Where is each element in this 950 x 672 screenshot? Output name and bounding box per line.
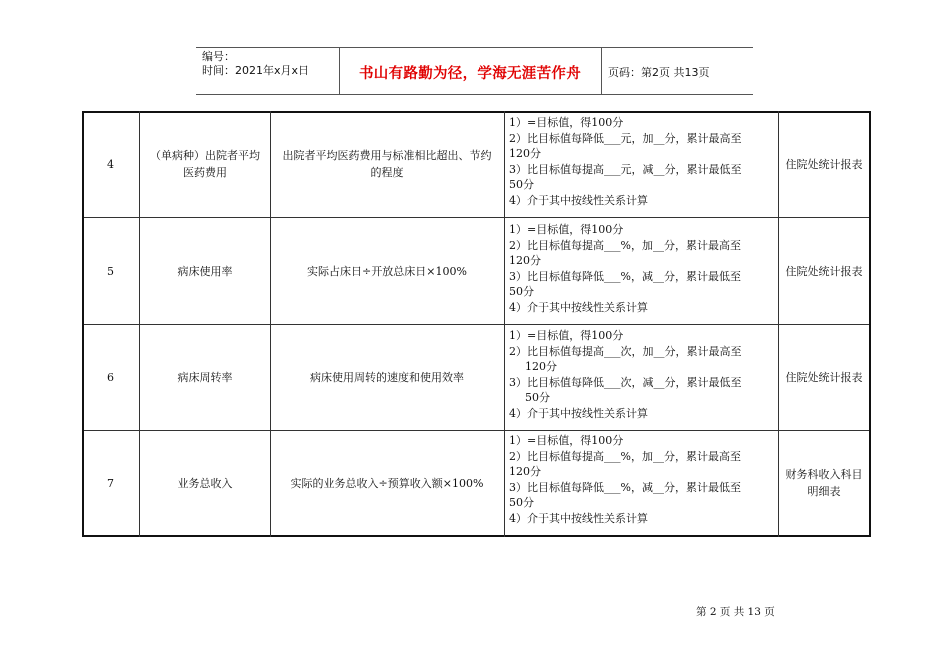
- rule-line: 4）介于其中按线性关系计算: [509, 511, 648, 525]
- row-number: 4: [107, 157, 114, 171]
- row-number: 7: [107, 476, 114, 490]
- indicator-name: 业务总收入: [177, 476, 233, 490]
- page-header: [196, 47, 753, 95]
- time-label: 时间：2021年x月x日: [202, 64, 310, 77]
- indicator-table: [82, 111, 871, 537]
- rule-line: 4）介于其中按线性关系计算: [509, 406, 648, 420]
- rule-line: 4）介于其中按线性关系计算: [509, 193, 648, 207]
- header-page-label: 页码：第2页 共13页: [608, 66, 710, 79]
- indicator-definition: 实际的业务总收入÷预算收入额×100%: [290, 476, 484, 490]
- header-top-rule: [196, 47, 753, 48]
- rule-line: 1）=目标值，得100分: [509, 434, 624, 447]
- table-rule: [139, 111, 140, 537]
- number-label: 编号：: [202, 50, 235, 63]
- rule-line: 120分: [509, 254, 541, 267]
- header-divider: [601, 47, 602, 95]
- rule-line: 1）=目标值，得100分: [509, 116, 624, 129]
- table-rule: [504, 111, 505, 537]
- data-source: 住院处统计报表: [785, 264, 863, 278]
- indicator-name: 病床周转率: [177, 371, 233, 384]
- page-footer: 第 2 页 共 13 页: [696, 606, 775, 618]
- rule-line: 120分: [509, 147, 541, 160]
- scoring-rules: [509, 222, 741, 315]
- indicator-name: 病床使用率: [177, 264, 233, 278]
- rule-line: 2）比目标值每降低___元，加__分，累计最高至: [509, 131, 742, 145]
- header-meta: [202, 50, 309, 78]
- table-rule: [82, 535, 871, 537]
- rule-line: 2）比目标值每提高___次，加__分，累计最高至: [509, 344, 742, 358]
- header-bottom-rule: [196, 94, 753, 95]
- data-source: 住院处统计报表: [785, 157, 863, 171]
- rule-line: 50分: [509, 496, 534, 509]
- rule-line: 3）比目标值每提高___元，减__分，累计最低至: [509, 162, 742, 176]
- data-source: 财务科收入科目明细表: [785, 468, 863, 498]
- header-motto: 书山有路勤为径，学海无涯苦作舟: [359, 66, 581, 82]
- rule-line: 3）比目标值每降低___%，减__分，累计最低至: [509, 269, 741, 283]
- rule-line: 3）比目标值每降低___%，减__分，累计最低至: [509, 480, 741, 494]
- rule-line: 120分: [525, 360, 557, 373]
- rule-line: 50分: [525, 391, 550, 404]
- rule-line: 1）=目标值，得100分: [509, 223, 624, 236]
- rule-line: 4）介于其中按线性关系计算: [509, 300, 648, 314]
- rule-line: 120分: [509, 465, 541, 478]
- rule-line: 50分: [509, 178, 534, 191]
- rule-line: 2）比目标值每提高___%，加__分，累计最高至: [509, 449, 741, 463]
- row-number: 5: [107, 264, 114, 278]
- indicator-definition: 实际占床日÷开放总床日×100%: [307, 264, 467, 278]
- table-rule: [778, 111, 779, 537]
- rule-line: 1）=目标值，得100分: [509, 329, 624, 342]
- scoring-rules: [509, 433, 741, 526]
- rule-line: 3）比目标值每降低___次，减__分，累计最低至: [509, 375, 742, 389]
- table-rule: [270, 111, 271, 537]
- scoring-rules: [509, 328, 742, 421]
- table-rule: [869, 111, 871, 537]
- indicator-definition: 出院者平均医药费用与标准相比超出、节约的程度: [282, 149, 492, 179]
- rule-line: 2）比目标值每提高___%，加__分，累计最高至: [509, 238, 741, 252]
- indicator-name: （单病种）出院者平均医药费用: [150, 149, 260, 179]
- scoring-rules: [509, 115, 742, 208]
- rule-line: 50分: [509, 285, 534, 298]
- data-source: 住院处统计报表: [785, 371, 863, 384]
- indicator-definition: 病床使用周转的速度和使用效率: [310, 371, 464, 384]
- row-number: 6: [107, 371, 114, 384]
